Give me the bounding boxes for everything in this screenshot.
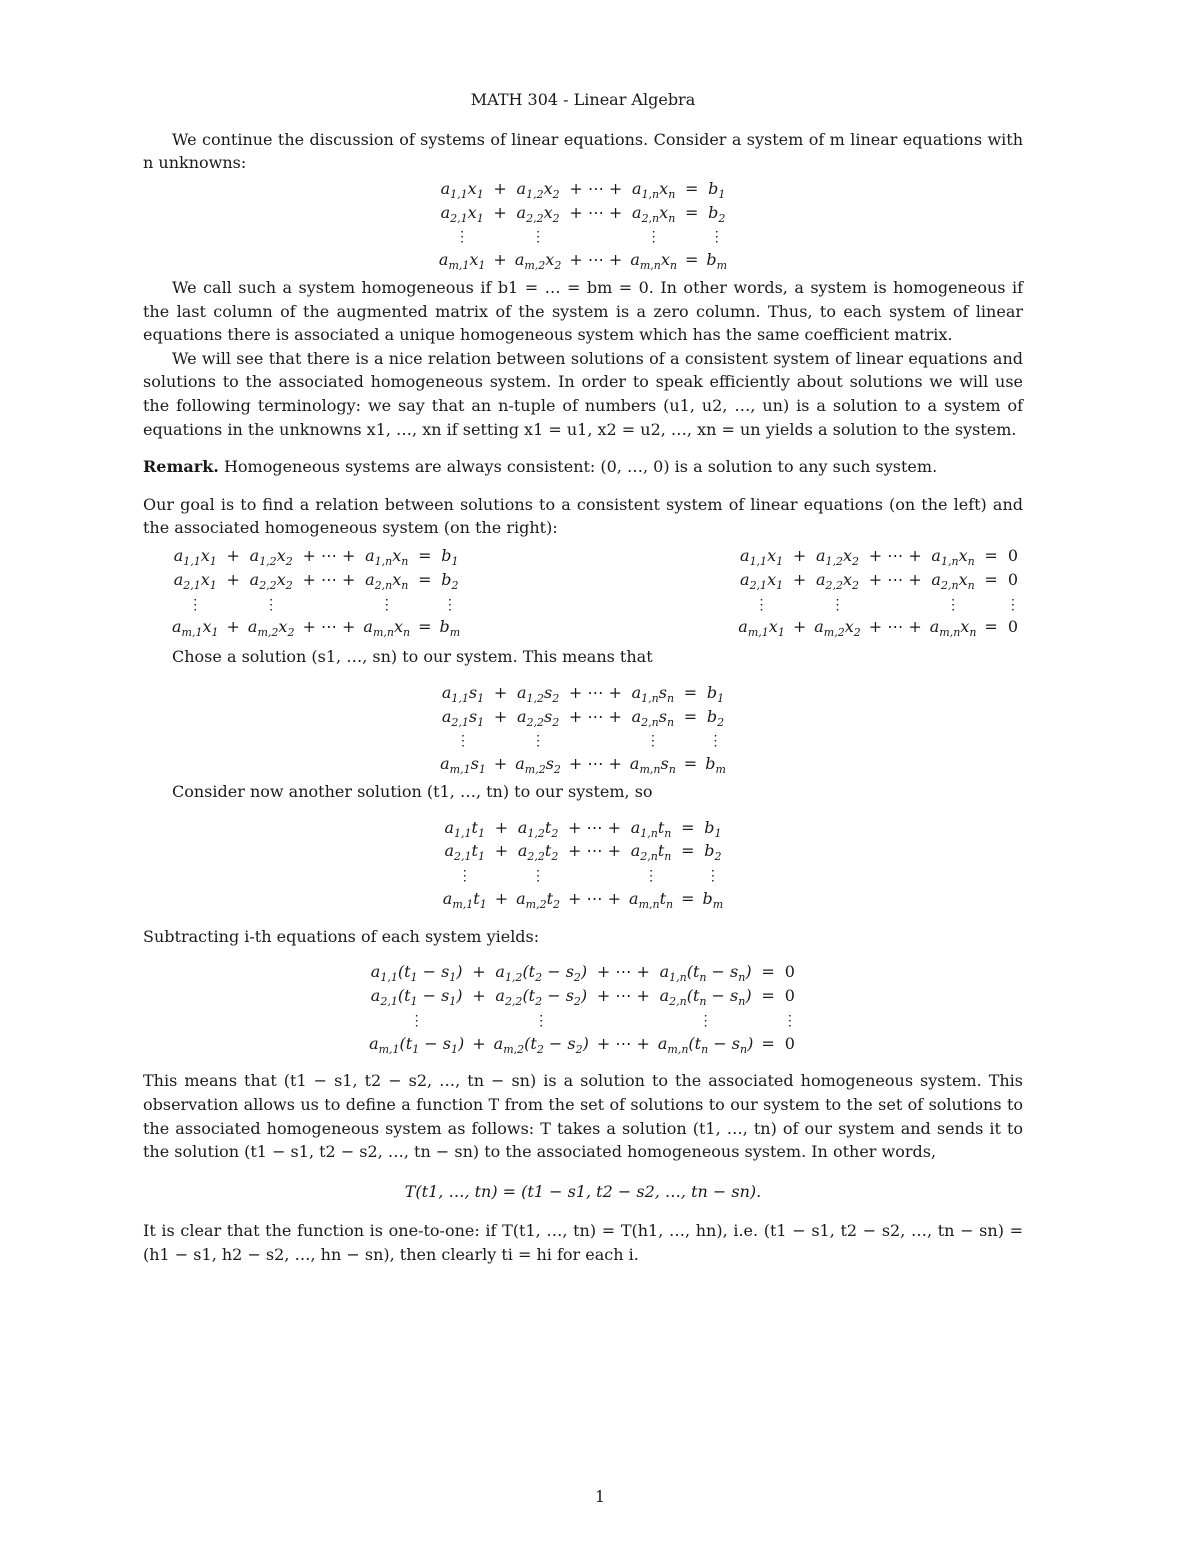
paragraph-function-T: This means that (t1 − s1, t2 − s2, …, tn − sn) is a solution to the associated homogeneous system. This observation allows us to define a function T from the set of solutions to our system to the set of solutions to the associated homogeneous system as follows: T takes a solution (t1, …, tn) of our system and sends it to the solution (t1 − s1, t2 − s2, …, tn − sn) to the associated homogeneous system. In other words, xyxy=(143,1071,1023,1162)
remark xyxy=(143,455,1023,479)
equation-system-general: $a_{1,1}x_1$ + $a_{1,2}x_2$ + ⋯ + $a_{1,n}x_n$ = $b_1$ $a_{2,1}x_1$ + $a_{2,2}x_2$ + ⋯ + $a_{2,n}x_n$ = $b_2$ ⋮ ⋮ ⋮ ⋮ $a_{m,1}x_1$ + $a_{m,2}x_2$ + ⋯ + $a_{m,n}x_n$ = $b_m$ xyxy=(438,178,728,273)
document-page xyxy=(143,88,1023,1267)
paragraph-one-to-one: It is clear that the function is one-to-one: if T(t1, …, tn) = T(h1, …, hn), i.e. (t1 − s1, t2 − s2, …, tn − sn) = (h1 − s1, h2 − s2, …, hn − sn), then clearly ti = hi for each i. xyxy=(143,1221,1023,1264)
equation-pair xyxy=(169,544,1023,639)
equation-system-homogeneous: $a_{1,1}x_1$ + $a_{1,2}x_2$ + ⋯ + $a_{1,n}x_n$ = 0 $a_{2,1}x_1$ + $a_{2,2}x_2$ + ⋯ + $a_{2,n}x_n$ = 0 ⋮ ⋮ ⋮ ⋮ $a_{m,1}x_1$ + $a_{m,2}x_2$ + ⋯ + $a_{m,n}x_n$ = 0 xyxy=(738,546,1020,640)
equation-system-consistent: $a_{1,1}x_1$ + $a_{1,2}x_2$ + ⋯ + $a_{1,n}x_n$ = $b_1$ $a_{2,1}x_1$ + $a_{2,2}x_2$ + ⋯ + $a_{2,n}x_n$ = $b_2$ ⋮ ⋮ ⋮ ⋮ $a_{m,1}x_1$ + $a_{m,2}x_2$ + ⋯ + $a_{m,n}x_n$ = $b_m$ xyxy=(172,546,461,640)
paragraph-homogeneous: We call such a system homogeneous if b1 = … = bm = 0. In other words, a system is homogeneous if the last column of the augmented matrix of the system is a zero column. Thus, to each system of linear equations there is associated a unique homogeneous system which has the same coefficient matrix. xyxy=(143,277,1023,345)
formula-T: T(t1, …, tn) = (t1 − s1, t2 − s2, …, tn − sn). xyxy=(404,1181,762,1201)
equation-system-t: $a_{1,1}t_1$ + $a_{1,2}t_2$ + ⋯ + $a_{1,n}t_n$ = $b_1$ $a_{2,1}t_1$ + $a_{2,2}t_2$ + ⋯ + $a_{2,n}t_n$ = $b_2$ ⋮ ⋮ ⋮ ⋮ $a_{m,1}t_1$ + $a_{m,2}t_2$ + ⋯ + $a_{m,n}t_n$ = $b_m$ xyxy=(442,817,724,912)
paragraph-solution-t: Consider now another solution (t1, …, tn) to our system, so xyxy=(172,781,653,801)
page-title: MATH 304 - Linear Algebra xyxy=(470,90,696,109)
paragraph-subtracting: Subtracting i-th equations of each system yields: xyxy=(143,926,540,946)
paragraph-intro: We continue the discussion of systems of linear equations. Consider a system of m linear equations with n unknowns: xyxy=(143,129,1023,173)
page-number: 1 xyxy=(594,1487,606,1506)
equation-system-s: $a_{1,1}s_1$ + $a_{1,2}s_2$ + ⋯ + $a_{1,n}s_n$ = $b_1$ $a_{2,1}s_1$ + $a_{2,2}s_2$ + ⋯ + $a_{2,n}s_n$ = $b_2$ ⋮ ⋮ ⋮ ⋮ $a_{m,1}s_1$ + $a_{m,2}s_2$ + ⋯ + $a_{m,n}s_n$ = $b_m$ xyxy=(440,682,726,777)
paragraph-terminology: We will see that there is a nice relation between solutions of a consistent system of linear equations and solutions to the associated homogeneous system. In order to speak efficiently about solutions we will use the following terminology: we say that an n-tuple of numbers (u1, u2, …, un) is a solution to a system of equations in the unknowns x1, …, xn if setting x1 = u1, x2 = u2, …, xn = un yields a solution to the system. xyxy=(143,348,1023,439)
remark-label: Remark. xyxy=(143,457,219,477)
paragraph-solution-s: Chose a solution (s1, …, sn) to our system. This means that xyxy=(172,647,653,667)
equation-system-difference: $a_{1,1}(t_1 - s_1)$ + $a_{1,2}(t_2 - s_2)$ + ⋯ + $a_{1,n}(t_n - s_n)$ = 0 $a_{2,1}(t_1 - s_1)$ + $a_{2,2}(t_2 - s_2)$ + ⋯ + $a_{2,n}(t_n - s_n)$ = 0 ⋮ ⋮ ⋮ ⋮ $a_{m,1}(t_1 - s_1)$ + $a_{m,2}(t_2 - s_2)$ + ⋯ + $a_{m,n}(t_n - s_n)$ = 0 xyxy=(369,962,797,1056)
paragraph-goal: Our goal is to find a relation between solutions to a consistent system of linear equations (on the left) and the associated homogeneous system (on the right): xyxy=(143,494,1023,538)
remark-text: Homogeneous systems are always consistent: (0, …, 0) is a solution to any such system. xyxy=(223,457,938,477)
